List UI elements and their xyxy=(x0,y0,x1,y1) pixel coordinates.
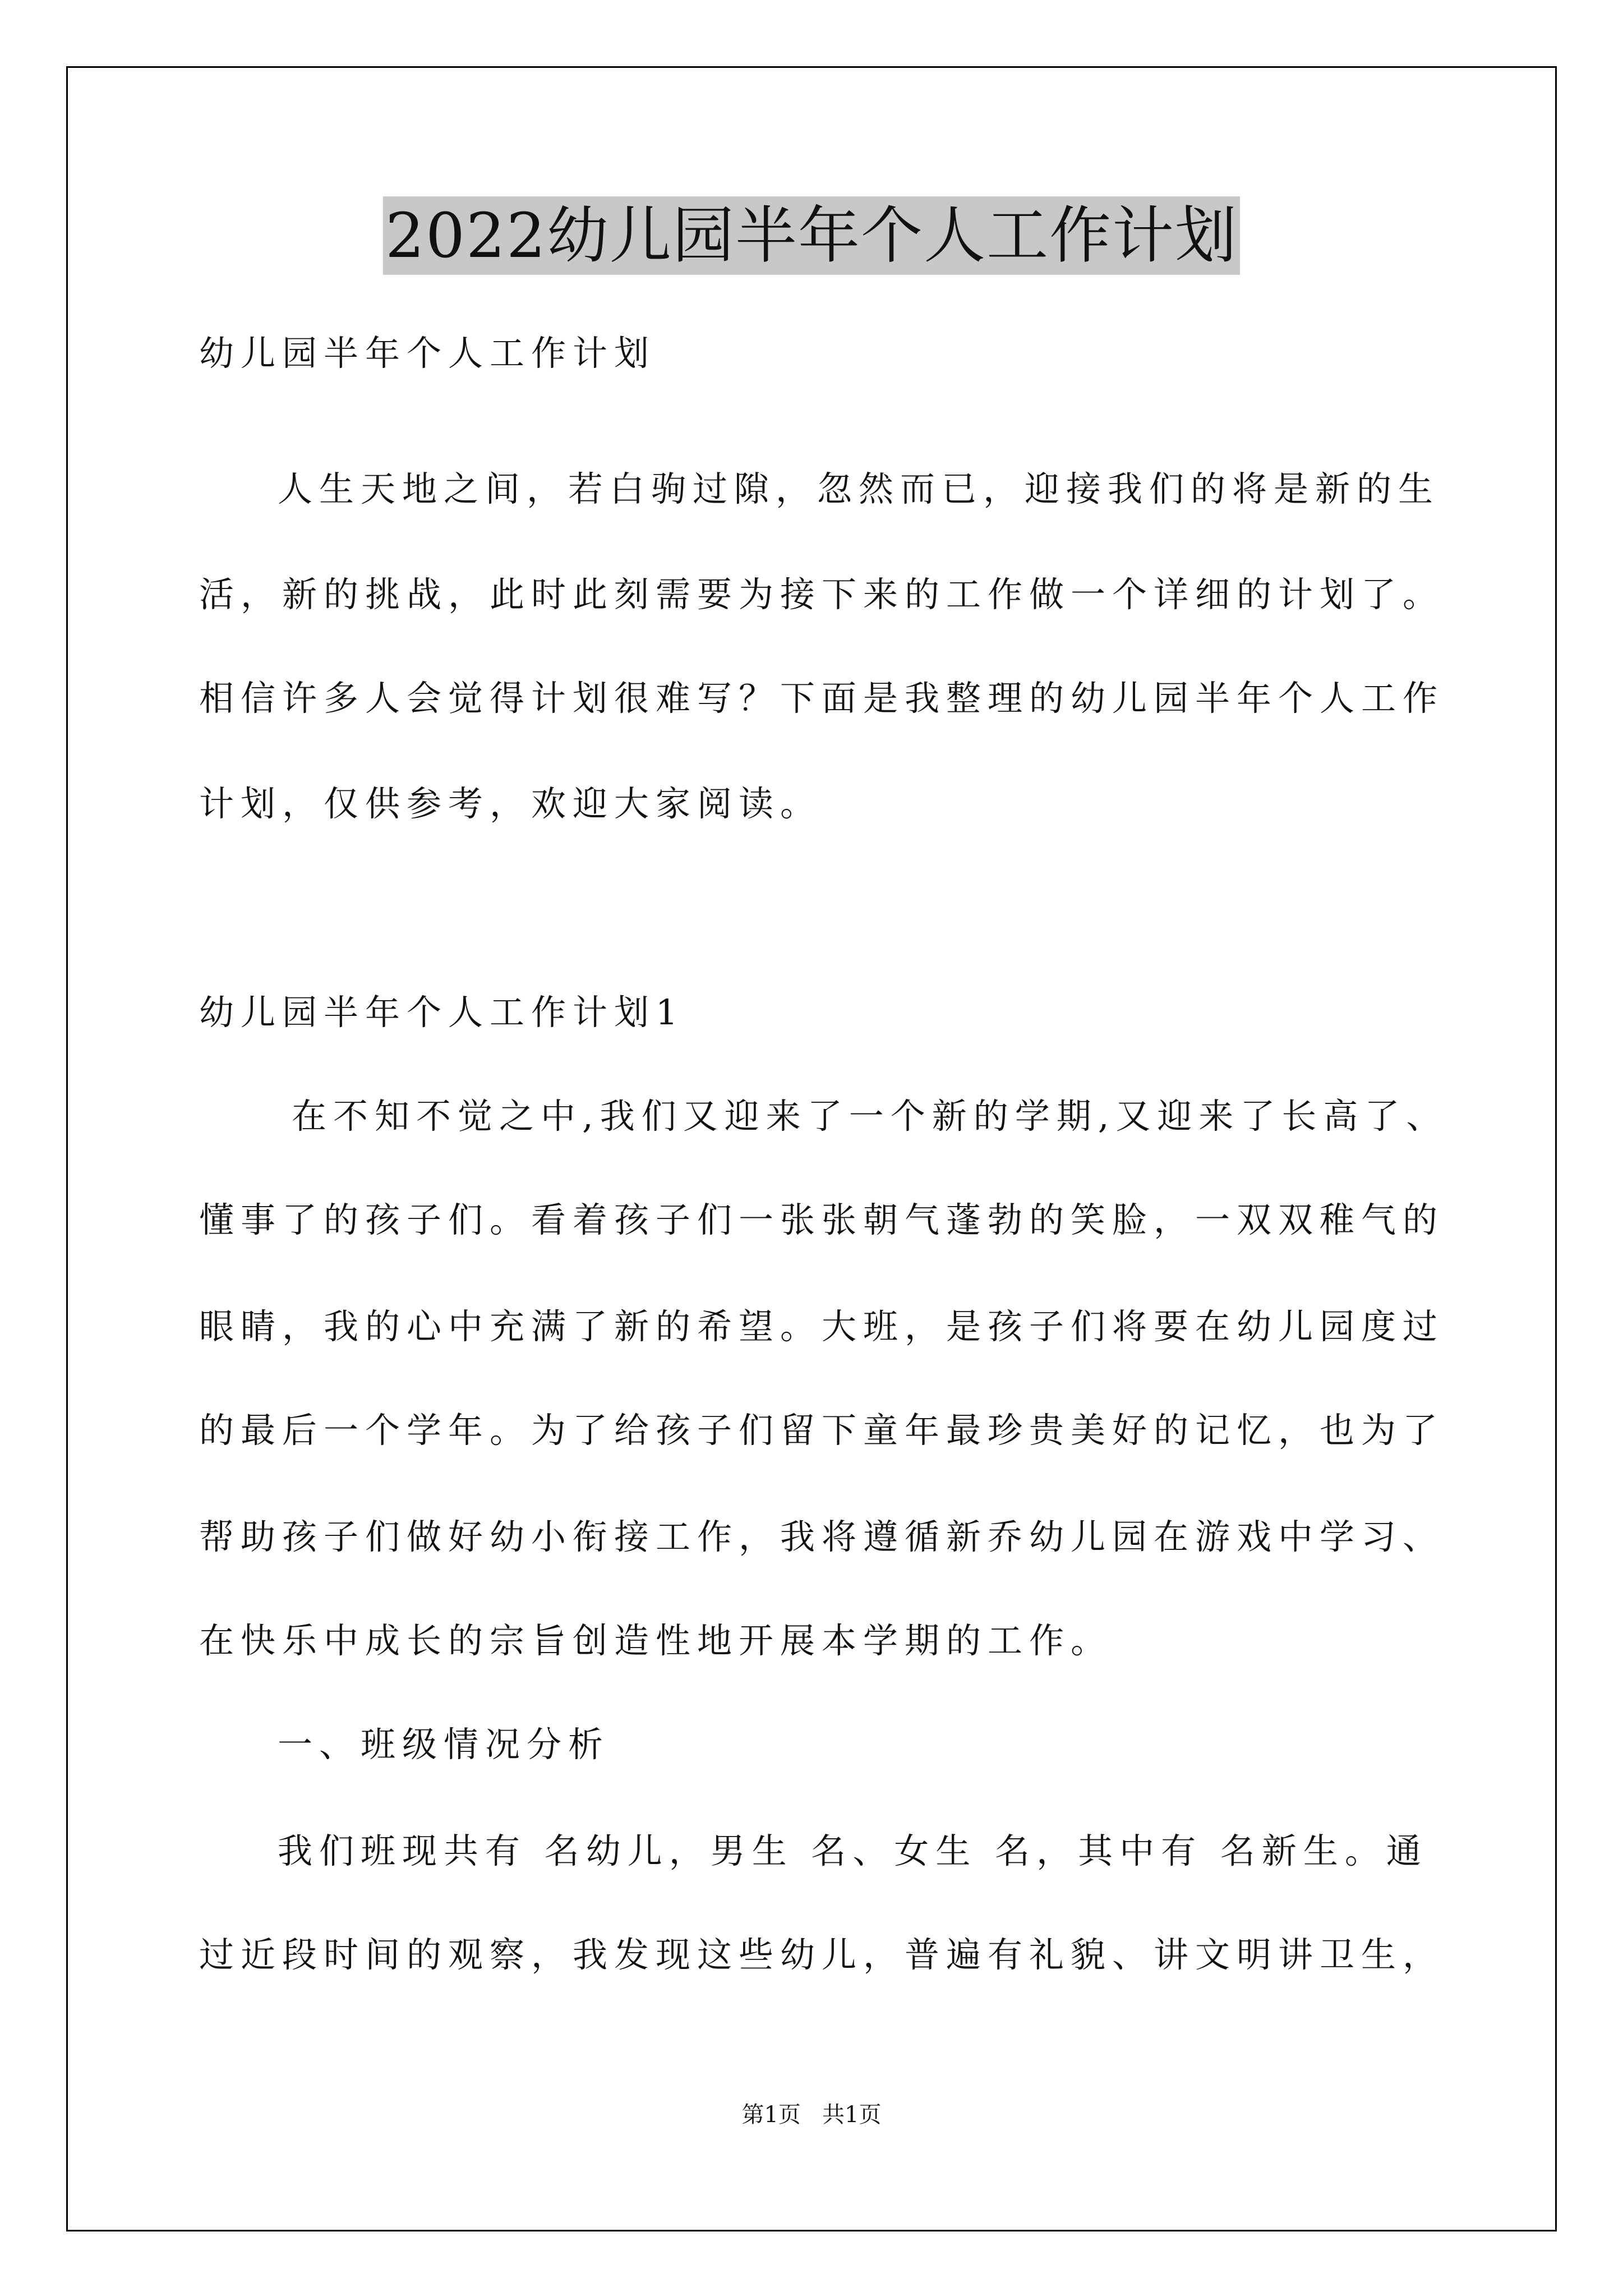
paragraph-line: 人生天地之间，若白驹过隙，忽然而已，迎接我们的将是新的生 xyxy=(278,468,1440,509)
paragraph-line: 相信许多人会觉得计划很难写？下面是我整理的幼儿园半年个人工作 xyxy=(199,678,1445,719)
paragraph-line: 活，新的挑战，此时此刻需要为接下来的工作做一个详细的计划了。 xyxy=(199,574,1445,615)
paragraph-line: 计划，仅供参考，欢迎大家阅读。 xyxy=(199,783,822,824)
paragraph-line: 过近段时间的观察，我发现这些幼儿，普遍有礼貌、讲文明讲卫生， xyxy=(199,1934,1445,1975)
subsection-heading: 一、班级情况分析 xyxy=(278,1724,610,1765)
section-heading-plan-1: 幼儿园半年个人工作计划1 xyxy=(199,992,685,1033)
paragraph-line: 懂事了的孩子们。看着孩子们一张张朝气蓬勃的笑脸，一双双稚气的 xyxy=(199,1199,1445,1240)
section-heading-intro: 幼儿园半年个人工作计划 xyxy=(199,333,656,374)
document-title xyxy=(0,196,1623,275)
paragraph-line: 在不知不觉之中,我们又迎来了一个新的学期,又迎来了长高了、 xyxy=(292,1096,1448,1137)
document-title-text: 2022幼儿园半年个人工作计划 xyxy=(383,196,1240,275)
paragraph-line: 的最后一个学年。为了给孩子们留下童年最珍贵美好的记忆，也为了 xyxy=(199,1410,1445,1451)
paragraph-line: 我们班现共有 名幼儿，男生 名、女生 名，其中有 名新生。通 xyxy=(278,1830,1428,1871)
page-footer: 第1页 共1页 xyxy=(741,2102,882,2128)
page-border xyxy=(66,66,1557,2231)
paragraph-line: 眼睛，我的心中充满了新的希望。大班，是孩子们将要在幼儿园度过 xyxy=(199,1306,1445,1347)
paragraph-line: 帮助孩子们做好幼小衔接工作，我将遵循新乔幼儿园在游戏中学习、 xyxy=(199,1516,1445,1557)
paragraph-line: 在快乐中成长的宗旨创造性地开展本学期的工作。 xyxy=(199,1620,1113,1661)
